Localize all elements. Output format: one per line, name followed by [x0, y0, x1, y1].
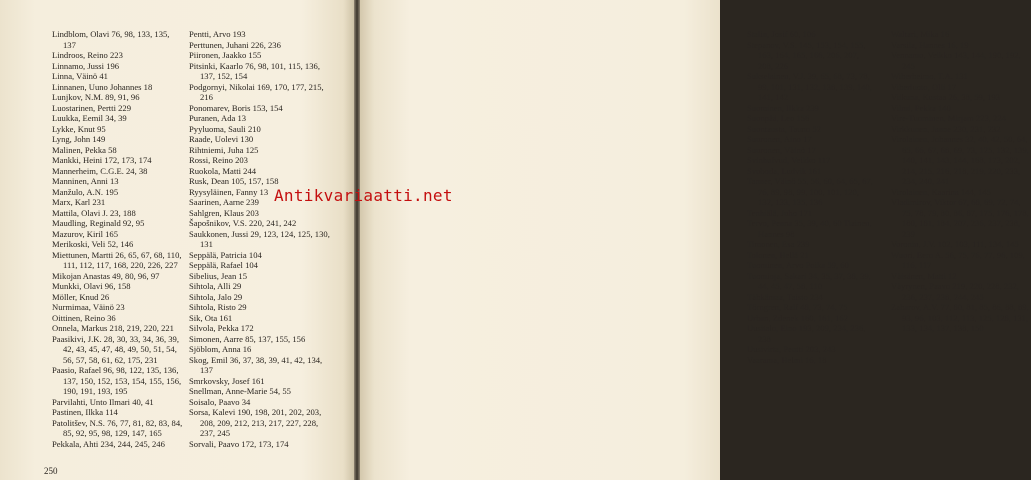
- index-entry: Piironen, Jaakko 155: [189, 50, 262, 60]
- index-entry: Viikuna, Kustaa 26, 38, 59, 193: [891, 92, 1001, 102]
- index-entry: Sjöblom, Anna 16: [189, 344, 252, 354]
- index-entry: Mattila, Olavi J. 23, 188: [52, 207, 136, 218]
- index-entry: Vennamo, Veikko 143, 144, 190, 192, 245: [891, 50, 1021, 71]
- index-entry: Ruokola, Matti 244: [189, 165, 257, 176]
- index-entry: Parvilahti, Unto Ilmari 40, 41: [52, 396, 154, 407]
- index-entry: Luostarinen, Pertti 229: [52, 102, 132, 113]
- index-entry: Perttunen, Juhani 226, 236: [189, 39, 281, 50]
- index-entry: Tuomioja, Sakari 34, 35, 37, 38, 39, 44, 45, 47, 58, 110: [747, 270, 871, 291]
- index-entry: Virkkunen, Janne 230, 231, 232: [891, 123, 1001, 134]
- index-entry: Onnela, Markus 218, 219, 220, 221: [52, 323, 174, 333]
- index-entry: Wuori, Eero A. 56, 75, 76, 77, 96, 109, 116, 117: [891, 249, 1025, 270]
- index-entry: Rusk, Dean 105, 157, 158: [189, 176, 279, 186]
- index-entry: Mikojan Anastas 49, 80, 96, 97: [52, 270, 160, 281]
- index-entry: Stalin, Josif 60, 106: [747, 29, 816, 39]
- index-entry: Lyng, John 149: [52, 134, 106, 144]
- index-entry: Suominen, Ilkka 239: [747, 102, 819, 113]
- index-column-left-2: [189, 29, 331, 449]
- index-entry: Pekkala, Ahti 234, 244, 245, 246: [52, 438, 165, 449]
- index-entry: Miettunen, Martti 26, 65, 67, 68, 110, 111, 112, 117, 168, 220, 226, 227: [52, 249, 182, 270]
- index-entry: Pitsinki, Kaarlo 76, 98, 101, 115, 136, 137, 152, 154: [189, 60, 320, 81]
- index-column-left-1: [52, 29, 184, 449]
- index-entry: Simonen, Aarre 85, 137, 155, 156: [189, 333, 306, 344]
- index-entry: Linnanen, Uuno Johannes 18: [52, 81, 153, 92]
- index-entry: Svoboda, Ludvik 161: [747, 165, 822, 176]
- index-entry: Rihtniemi, Juha 125: [189, 144, 259, 155]
- index-entry: Nurmimaa, Väinö 23: [52, 302, 125, 312]
- index-entry: Suuronen, Väinö 17: [747, 144, 816, 155]
- index-entry: Pastinen, Ilkka 114: [52, 407, 118, 417]
- watermark: Antikvariaatti.net: [274, 186, 453, 205]
- index-entry: Tolonen, Hellä 21: [747, 249, 809, 260]
- right-page: [360, 0, 1029, 480]
- page-number: 250: [44, 466, 58, 476]
- index-entry: Lindroos, Reino 223: [52, 50, 123, 60]
- index-entry: Suonpää, Leo 156: [747, 113, 810, 123]
- index-entry: Seppälä, Rafael 104: [189, 260, 258, 270]
- index-entry: Vire-Tuominen, Mirjam 223, 224: [891, 113, 1006, 123]
- index-entry: Sorvali, Paavo 172, 173, 174: [189, 438, 289, 449]
- index-entry: Zaharov, A.V. 77, 80, 81, 85, 86, 88, 89, 93, 96, 103, 112, 113, 125, 128, 131, 133, 134, 137, 138, 150: [891, 302, 1029, 333]
- index-entry: Vladimirov, Viktor 67, 68, 69, 72, 74, 75, 78, 79, 80, 86, 87, 175, 176, 178, 180, 181, 184, 207, 236, 237, 238, 239: [891, 197, 1029, 239]
- index-entry: Linna, Väinö 41: [52, 71, 108, 81]
- index-entry: Uusivirta, Pentti 203, 243: [747, 344, 836, 354]
- index-entry: Sihtola, Jalo 29: [189, 291, 243, 302]
- index-entry: Svinhufvud, Veikko 117: [747, 155, 831, 165]
- index-entry: Seppälä, Patricia 104: [189, 249, 262, 260]
- index-entry: Tervo, Penna 35, 39, 40, 60 Tiainen, Hannes 98: [747, 218, 872, 239]
- index-entry: Sahlgren, Klaus 203: [189, 207, 259, 218]
- index-entry: Wiherheimo, T.A. 131: [891, 71, 968, 81]
- index-entry: Sihtola, Risto 29: [189, 302, 247, 312]
- index-entry: Vaarama, Helmi 16, 18: [747, 354, 827, 365]
- index-column-right-2: [891, 29, 1031, 334]
- left-page: [0, 0, 354, 480]
- index-entry: Uusitalo, Eino 193, 209, 234, 236, 238: [747, 323, 866, 344]
- index-entry: Marx, Karl 231: [52, 197, 106, 207]
- index-entry: Malinen, Pekka 58: [52, 144, 117, 155]
- index-entry: Patolitšev, N.S. 76, 77, 81, 82, 83, 84, 85, 92, 95, 98, 129, 147, 165: [52, 417, 183, 438]
- index-entry: Voronin, J.V. 102, 103, 111, 134, 145: [891, 239, 1019, 249]
- index-entry: Paasikivi, J.K. 28, 30, 33, 34, 36, 39, 42, 43, 45, 47, 48, 49, 50, 51, 54, 56, 57, 58, 61, 62, 175, 231: [52, 333, 179, 365]
- index-entry: Viherluoto, Olli 17: [891, 81, 957, 92]
- index-entry: Sibelius, Jean 15: [189, 270, 248, 281]
- index-entry: Manninen, Anni 13: [52, 176, 119, 186]
- index-entry: Pentti, Arvo 193: [189, 29, 246, 39]
- index-entry: Törngren, Ralf 48, 73, 74, 75: [747, 302, 848, 312]
- index-entry: Mankki, Heini 172, 173, 174: [52, 155, 152, 165]
- index-entry: Puranen, Ada 13: [189, 113, 247, 123]
- index-entry: Saarinen, Aarne 239: [189, 197, 259, 207]
- index-entry: Pyyluoma, Sauli 210: [189, 123, 261, 134]
- index-entry: Waltari, Mika 16: [891, 29, 950, 39]
- index-entry: Sorsa, Kalevi 190, 198, 201, 202, 203, 208, 209, 212, 213, 217, 227, 228, 237, 245: [189, 407, 322, 438]
- index-entry: Sukselainen, V.J. 39, 65, 68, 73, 78, 99, 101, 131, 132, 138, 139, 140, 141, 142: [747, 71, 872, 102]
- index-entry: Sihtola, Alli 29: [189, 281, 242, 291]
- index-entry: Tanner, Väinö 55, 56, 60, 64, 65, 67, 76, 89, 98, 99, 100, 101, 120, 132, 133, 135, 136: [747, 176, 873, 207]
- index-column-right-1: [747, 29, 873, 365]
- index-entry: Tuominen, Arvo Poika 59, 60: [747, 260, 849, 270]
- index-entry: Rossi, Reino 203: [189, 155, 248, 165]
- index-entry: Mazurov, Kiril 165: [52, 228, 119, 239]
- index-entry: Podgornyi, Nikolai 169, 170, 177, 215, 216: [189, 81, 324, 102]
- index-entry: Saukkonen, Jussi 29, 123, 124, 125, 130, 131: [189, 228, 330, 249]
- index-entry: Vilmi, Pekka 140: [891, 102, 951, 113]
- index-entry: Merikoski, Veli 52, 146: [52, 239, 134, 249]
- index-entry: Luukka, Eemil 34, 39: [52, 113, 127, 123]
- index-entry: Lykke, Knut 95: [52, 123, 106, 134]
- index-entry: Mannerheim, C.G.E. 24, 38: [52, 165, 148, 176]
- index-entry: Munkki, Olavi 96, 158: [52, 281, 131, 291]
- index-entry: Šapošnikov, V.S. 220, 241, 242: [189, 218, 297, 228]
- index-entry: Silvola, Pekka 172: [189, 323, 254, 333]
- index-entry: Timonen, Esa 239: [747, 239, 810, 249]
- index-entry: Sik, Ota 161: [189, 312, 233, 323]
- index-entry: Väyrynen, Paavo 219, 220, 228, 232, 236, 237, 238, 244, 245: [891, 281, 1019, 302]
- index-entry: Paasio, Rafael 96, 98, 122, 135, 136, 137, 150, 152, 153, 154, 155, 156, 190, 191, 193, 195: [52, 365, 182, 396]
- index-entry: Soisalo, Paavo 34: [189, 396, 251, 407]
- index-entry: Oittinen, Reino 36: [52, 312, 116, 323]
- index-entry: Suontausta, Tauno 52: [747, 123, 821, 134]
- index-entry: Maudling, Reginald 92, 95: [52, 218, 145, 228]
- index-entry: Linnamo, Jussi 196: [52, 60, 120, 71]
- index-entry: Urban, Zdenek 160, 161, 162: [747, 312, 848, 323]
- index-entry: Ponomarev, Boris 153, 154: [189, 102, 283, 113]
- index-entry: Lunjkov, N.M. 89, 91, 96: [52, 92, 140, 102]
- index-entry: Väisänen, Matti 12: [891, 270, 957, 281]
- index-entry: Virolainen, Kaarina 144, 145: [891, 186, 991, 197]
- index-entry: Ryysyläinen, Fanny 13: [189, 186, 269, 197]
- index-entry: Tenhiälä, Juho 171: [747, 207, 813, 218]
- index-entry: Möller, Knud 26: [52, 291, 110, 302]
- index-entry: Varsila, Hannes 16, 19: [891, 39, 969, 50]
- index-entry: Snellman, Anne-Marie 54, 55: [189, 386, 291, 396]
- index-entry: Suuronen, Aino 17: [747, 134, 812, 144]
- index-entry: Manžulo, A.N. 195: [52, 186, 119, 197]
- index-entry: Smrkovsky, Josef 161: [189, 375, 265, 386]
- index-entry: Raade, Uolevi 130: [189, 134, 254, 144]
- index-entry: Stepanov, V.S. 145, 153, 154, 155, 163, 164, 165, 166, 206, 207, 208, 226: [747, 39, 866, 71]
- index-entry: Skog, Emil 36, 37, 38, 39, 41, 42, 134, 137: [189, 354, 323, 375]
- index-entry: Virolainen, Johannes 32, 40, 42, 50, 64, 65, 66, 67, 68, 69, 73, 125, 132, 139, 140, 141, 143, 144, 168, 173, 202, 214, 215, 216, 218, 219, 220, 233, 234, 240, 241: [891, 134, 1029, 186]
- index-entry: Tähkämaa, Taisto 234: [747, 291, 823, 302]
- index-entry: Lindblom, Olavi 76, 98, 133, 135, 137: [52, 29, 170, 50]
